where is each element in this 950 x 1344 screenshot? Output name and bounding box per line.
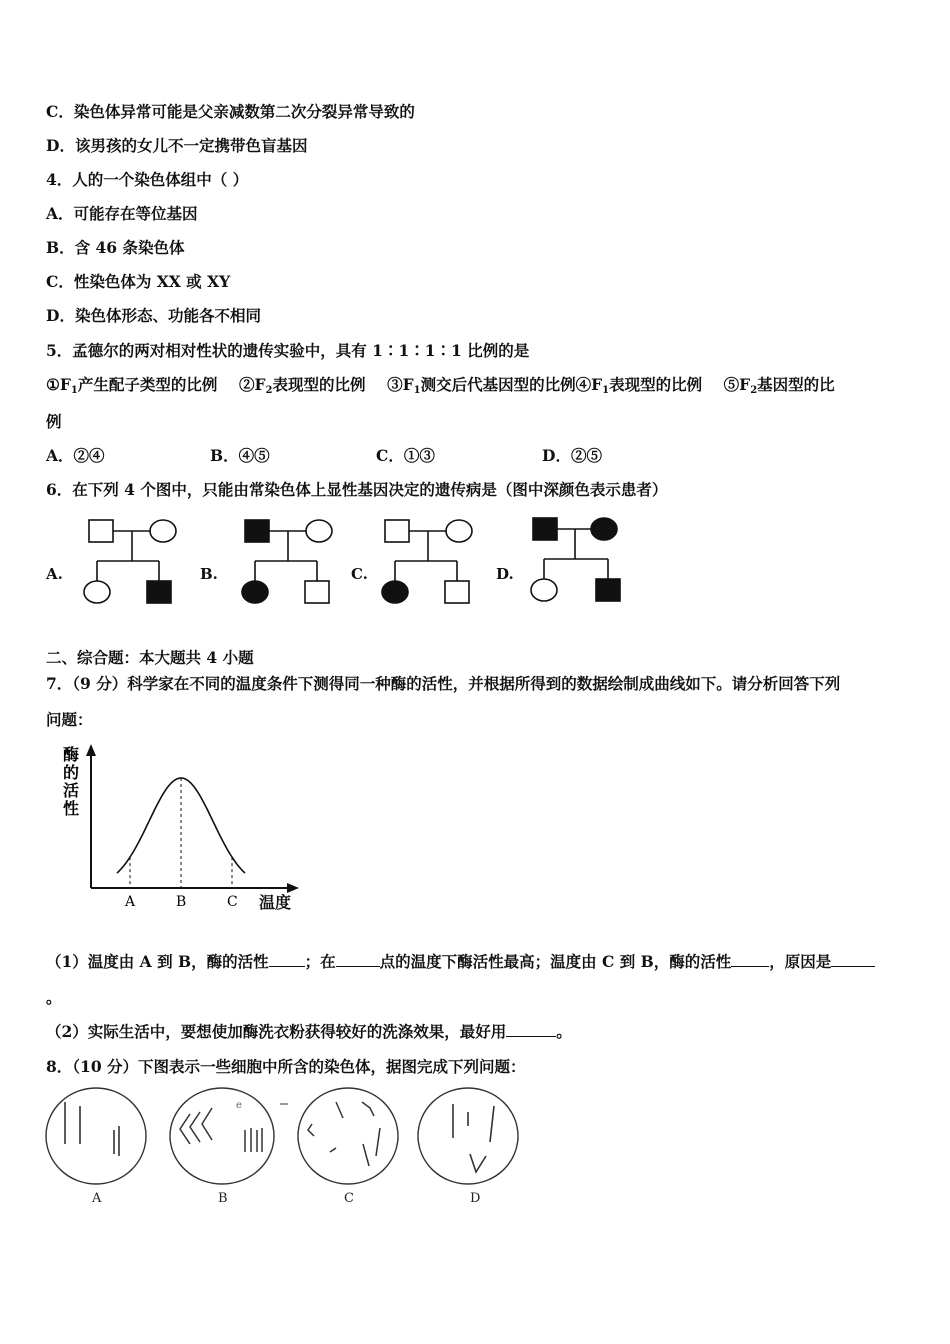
- cell-a: [46, 1088, 146, 1206]
- x-tick-label-b: B: [176, 894, 187, 910]
- cell-label-a: A: [92, 1191, 102, 1206]
- x-axis-arrow: [287, 883, 299, 893]
- q7-stem-line2: 问题：: [46, 710, 93, 729]
- q5-option-b: B．④⑤: [210, 446, 270, 465]
- y-axis-label-char: 酶: [63, 745, 80, 764]
- q6-label-c: C.: [351, 565, 368, 583]
- pedigree-c: [376, 515, 476, 610]
- q8-stem: 8．（10 分）下图表示一些细胞中所含的染色体，据图完成下列问题：: [46, 1057, 526, 1076]
- q6-label-b: B.: [200, 565, 218, 583]
- q7-stem-line1: 7．（9 分）科学家在不同的温度条件下测得同一种酶的活性，并根据所得到的数据绘制成曲线如下。请分析回答下列: [46, 674, 841, 693]
- x-axis-label: 温度: [259, 893, 292, 912]
- cell-b: [170, 1088, 288, 1206]
- pedigree-b: [236, 515, 336, 610]
- q5-items-continued: 例: [46, 412, 62, 431]
- q5-items: $①F_1$产生配子类型的比例 $②F_2$表现型的比例 $③F_1$测交后代基因型的比例$④F_1$表现型的比例 $⑤F_2$基因型的比: [46, 375, 835, 396]
- pedigree-d: [526, 513, 626, 608]
- q5-option-d: D．②⑤: [542, 446, 602, 465]
- chromosome-cells-figure: [40, 1084, 540, 1214]
- section-2-title: 二、综合题：本大题共 4 小题: [46, 648, 254, 667]
- y-axis-label: [63, 745, 79, 818]
- q4-option-a: A．可能存在等位基因: [46, 204, 198, 223]
- q4-option-d: D．染色体形态、功能各不相同: [46, 306, 261, 325]
- q4-option-b: B．含 46 条染色体: [46, 238, 185, 257]
- y-axis-label-char: 性: [63, 799, 80, 818]
- q3-option-d: D．该男孩的女儿不一定携带色盲基因: [46, 136, 308, 155]
- q6-label-a: A.: [46, 565, 63, 583]
- q7-sub1-end: 。: [46, 988, 62, 1007]
- q5-option-a: A．②④: [46, 446, 105, 465]
- q4-option-c: C．性染色体为 XX 或 XY: [46, 272, 231, 291]
- svg-text:e: e: [236, 1100, 242, 1111]
- q6-label-d: D.: [496, 565, 514, 583]
- q5-stem: 5．孟德尔的两对相对性状的遗传实验中，具有 1∶1∶1∶1 比例的是: [46, 341, 530, 360]
- cell-label-d: D: [470, 1191, 481, 1206]
- q3-option-c: C．染色体异常可能是父亲减数第二次分裂异常导致的: [46, 102, 415, 121]
- cell-c: [298, 1088, 398, 1206]
- x-tick-label-c: C: [227, 894, 238, 910]
- pedigree-a: [80, 515, 180, 610]
- q6-stem: 6．在下列 4 个图中，只能由常染色体上显性基因决定的遗传病是（图中深颜色表示患者）: [46, 480, 668, 499]
- q4-stem: 4．人的一个染色体组中（ ）: [46, 170, 249, 189]
- x-tick-label-a: A: [125, 894, 136, 910]
- cell-label-c: C: [344, 1191, 354, 1206]
- q7-sub1: （1）温度由 A 到 B，酶的活性 ；在 点的温度下酶活性最高；温度由 C 到 B，酶的活性 ，原因是: [46, 952, 875, 972]
- y-axis-label-char: 活: [63, 781, 80, 800]
- enzyme-activity-chart: [55, 740, 315, 920]
- cell-label-b: B: [218, 1191, 228, 1206]
- y-axis-label-char: 的: [63, 763, 80, 782]
- q5-option-c: C．①③: [376, 446, 435, 465]
- y-axis-arrow: [86, 744, 96, 756]
- q7-sub2: （2）实际生活中，要想使加酶洗衣粉获得较好的洗涤效果，最好用 。: [46, 1022, 572, 1041]
- cell-d: [418, 1088, 518, 1206]
